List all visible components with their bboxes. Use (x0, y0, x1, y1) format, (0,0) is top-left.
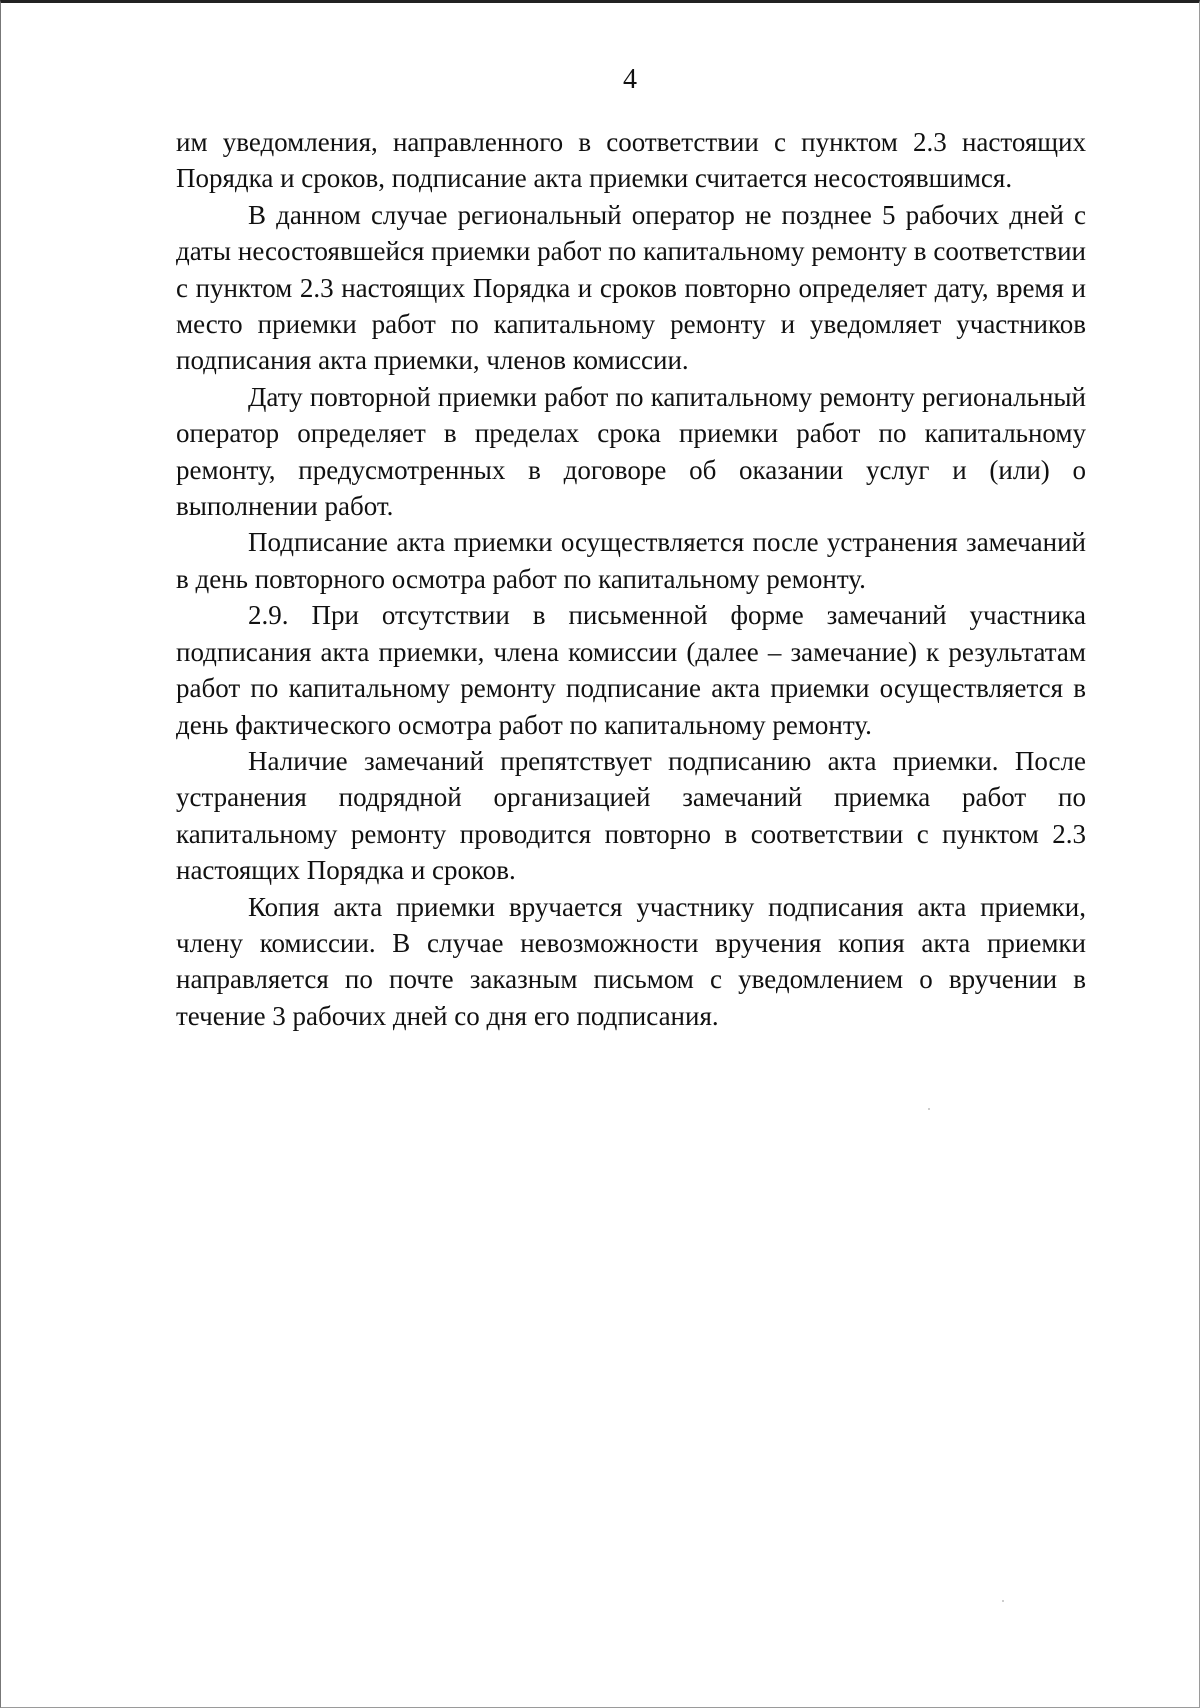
document-body (176, 124, 1086, 1034)
page-number: 4 (623, 64, 637, 95)
paragraph-remarks: Наличие замечаний препятствует подписанию акта приемки. После устранения подрядной организацией замечаний приемка работ по капитальному ремонту проводится повторно в соответствии с пунктом 2.3 настоящих Порядка и сроков. (176, 745, 1086, 886)
paragraph-reinspection-term: Дату повторной приемки работ по капитальному ремонту региональный оператор определяет в пределах срока приемки работ по капитальному ремонту, предусмотренных в договоре об оказании услуг и (или) о выполнении работ. (176, 381, 1086, 522)
paragraph-reinspection-date: В данном случае региональный оператор не позднее 5 рабочих дней с даты несостоявшейся приемки работ по капитальному ремонту в соответствии с пунктом 2.3 настоящих Порядка и сроков повторно определяет дату, время и место приемки работ по капитальному ремонту и уведомляет участников подписания акта приемки, членов комиссии. (176, 199, 1086, 376)
scan-speck (1002, 1600, 1004, 1602)
scan-speck (928, 1108, 930, 1110)
paragraph-clause-2-9: 2.9. При отсутствии в письменной форме замечаний участника подписания акта приемки, члена комиссии (далее – замечание) к результатам работ по капитальному ремонту подписание акта приемки осуществляется в день фактического осмотра работ по капитальному ремонту. (176, 600, 1086, 740)
paragraph-signing-after-fixes: Подписание акта приемки осуществляется после устранения замечаний в день повторного осмотра работ по капитальному ремонту. (176, 527, 1086, 594)
paragraph-continuation: им уведомления, направленного в соответствии с пунктом 2.3 настоящих Порядка и сроков, подписание акта приемки считается несостоявшимся. (176, 127, 1086, 194)
paragraph-act-copy: Копия акта приемки вручается участнику подписания акта приемки, члену комиссии. В случае невозможности вручения копия акта приемки направляется по почте заказным письмом с уведомлением о вручении в течение 3 рабочих дней со дня его подписания. (176, 891, 1086, 1031)
